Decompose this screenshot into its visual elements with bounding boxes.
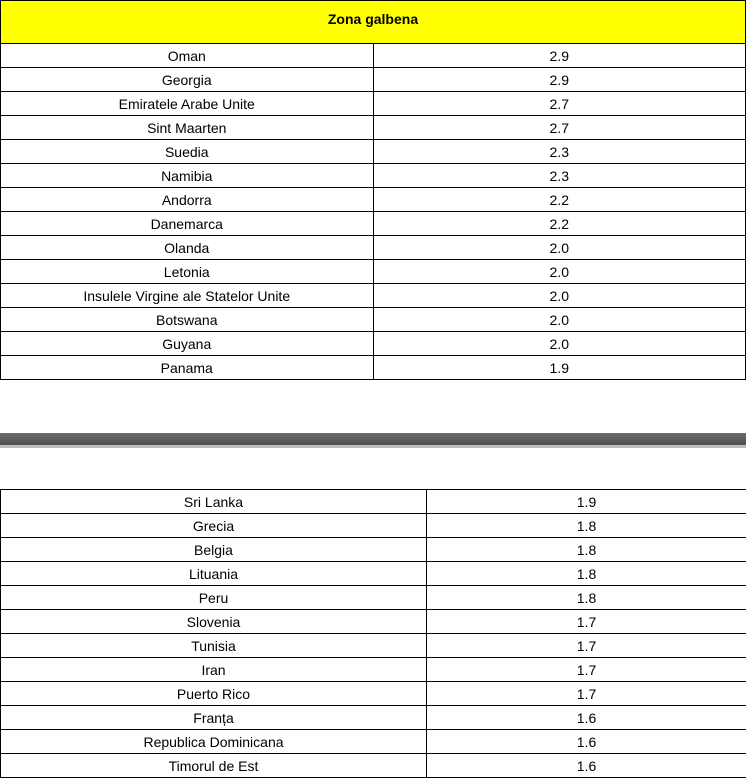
country-cell: Namibia (1, 164, 374, 188)
value-cell: 2.2 (373, 188, 746, 212)
country-cell: Peru (1, 586, 427, 610)
country-cell: Belgia (1, 538, 427, 562)
table-row (1, 634, 746, 658)
country-cell: Letonia (1, 260, 374, 284)
table-row (1, 164, 746, 188)
country-cell: Guyana (1, 332, 374, 356)
country-cell: Republica Dominicana (1, 730, 427, 754)
value-cell: 2.0 (373, 332, 746, 356)
country-cell: Tunisia (1, 634, 427, 658)
country-cell: Panama (1, 356, 374, 380)
table-row (1, 140, 746, 164)
table-row (1, 586, 746, 610)
table-row (1, 308, 746, 332)
table-row (1, 610, 746, 634)
table-row (1, 68, 746, 92)
value-cell: 1.9 (373, 356, 746, 380)
value-cell: 2.9 (373, 44, 746, 68)
table-row (1, 44, 746, 68)
value-cell: 2.7 (373, 116, 746, 140)
value-cell: 2.0 (373, 260, 746, 284)
country-cell: Slovenia (1, 610, 427, 634)
country-cell: Olanda (1, 236, 374, 260)
country-cell: Sint Maarten (1, 116, 374, 140)
table-row (1, 212, 746, 236)
table-row (1, 754, 746, 778)
value-cell: 1.7 (427, 658, 746, 682)
value-cell: 1.7 (427, 634, 746, 658)
country-cell: Emiratele Arabe Unite (1, 92, 374, 116)
value-cell: 1.7 (427, 610, 746, 634)
value-cell: 1.6 (427, 730, 746, 754)
section-header-zona-galbena: Zona galbena (1, 1, 746, 44)
country-cell: Botswana (1, 308, 374, 332)
value-cell: 2.0 (373, 308, 746, 332)
value-cell: 1.8 (427, 586, 746, 610)
value-cell: 2.2 (373, 212, 746, 236)
table-row (1, 706, 746, 730)
table-row (1, 116, 746, 140)
country-cell: Georgia (1, 68, 374, 92)
table-row (1, 490, 746, 514)
value-cell: 2.9 (373, 68, 746, 92)
table-body (1, 490, 746, 778)
value-cell: 2.3 (373, 140, 746, 164)
value-cell: 1.6 (427, 754, 746, 778)
table-row (1, 356, 746, 380)
country-cell: Timorul de Est (1, 754, 427, 778)
table-row (1, 682, 746, 706)
table-row (1, 188, 746, 212)
table-row (1, 514, 746, 538)
value-cell: 1.9 (427, 490, 746, 514)
table-body (1, 44, 746, 380)
value-cell: 2.7 (373, 92, 746, 116)
country-values-table (0, 0, 746, 380)
country-cell: Puerto Rico (1, 682, 427, 706)
country-cell: Iran (1, 658, 427, 682)
country-cell: Franța (1, 706, 427, 730)
value-cell: 2.3 (373, 164, 746, 188)
value-cell: 2.0 (373, 236, 746, 260)
table-row (1, 260, 746, 284)
table-row (1, 562, 746, 586)
table-row (1, 92, 746, 116)
country-cell: Lituania (1, 562, 427, 586)
table-row (1, 538, 746, 562)
page-break-divider (0, 433, 746, 448)
value-cell: 2.0 (373, 284, 746, 308)
country-cell: Grecia (1, 514, 427, 538)
country-cell: Suedia (1, 140, 374, 164)
value-cell: 1.7 (427, 682, 746, 706)
table-row (1, 284, 746, 308)
yellow-zone-table-top (0, 0, 746, 380)
country-cell: Oman (1, 44, 374, 68)
value-cell: 1.8 (427, 514, 746, 538)
country-cell: Insulele Virgine ale Statelor Unite (1, 284, 374, 308)
table-row (1, 332, 746, 356)
country-cell: Danemarca (1, 212, 374, 236)
header-row (1, 1, 746, 44)
country-cell: Andorra (1, 188, 374, 212)
table-row (1, 658, 746, 682)
table-row (1, 236, 746, 260)
value-cell: 1.8 (427, 538, 746, 562)
yellow-zone-table-bottom (0, 489, 746, 778)
value-cell: 1.6 (427, 706, 746, 730)
value-cell: 1.8 (427, 562, 746, 586)
country-values-table-continued (0, 489, 746, 778)
country-cell: Sri Lanka (1, 490, 427, 514)
table-row (1, 730, 746, 754)
